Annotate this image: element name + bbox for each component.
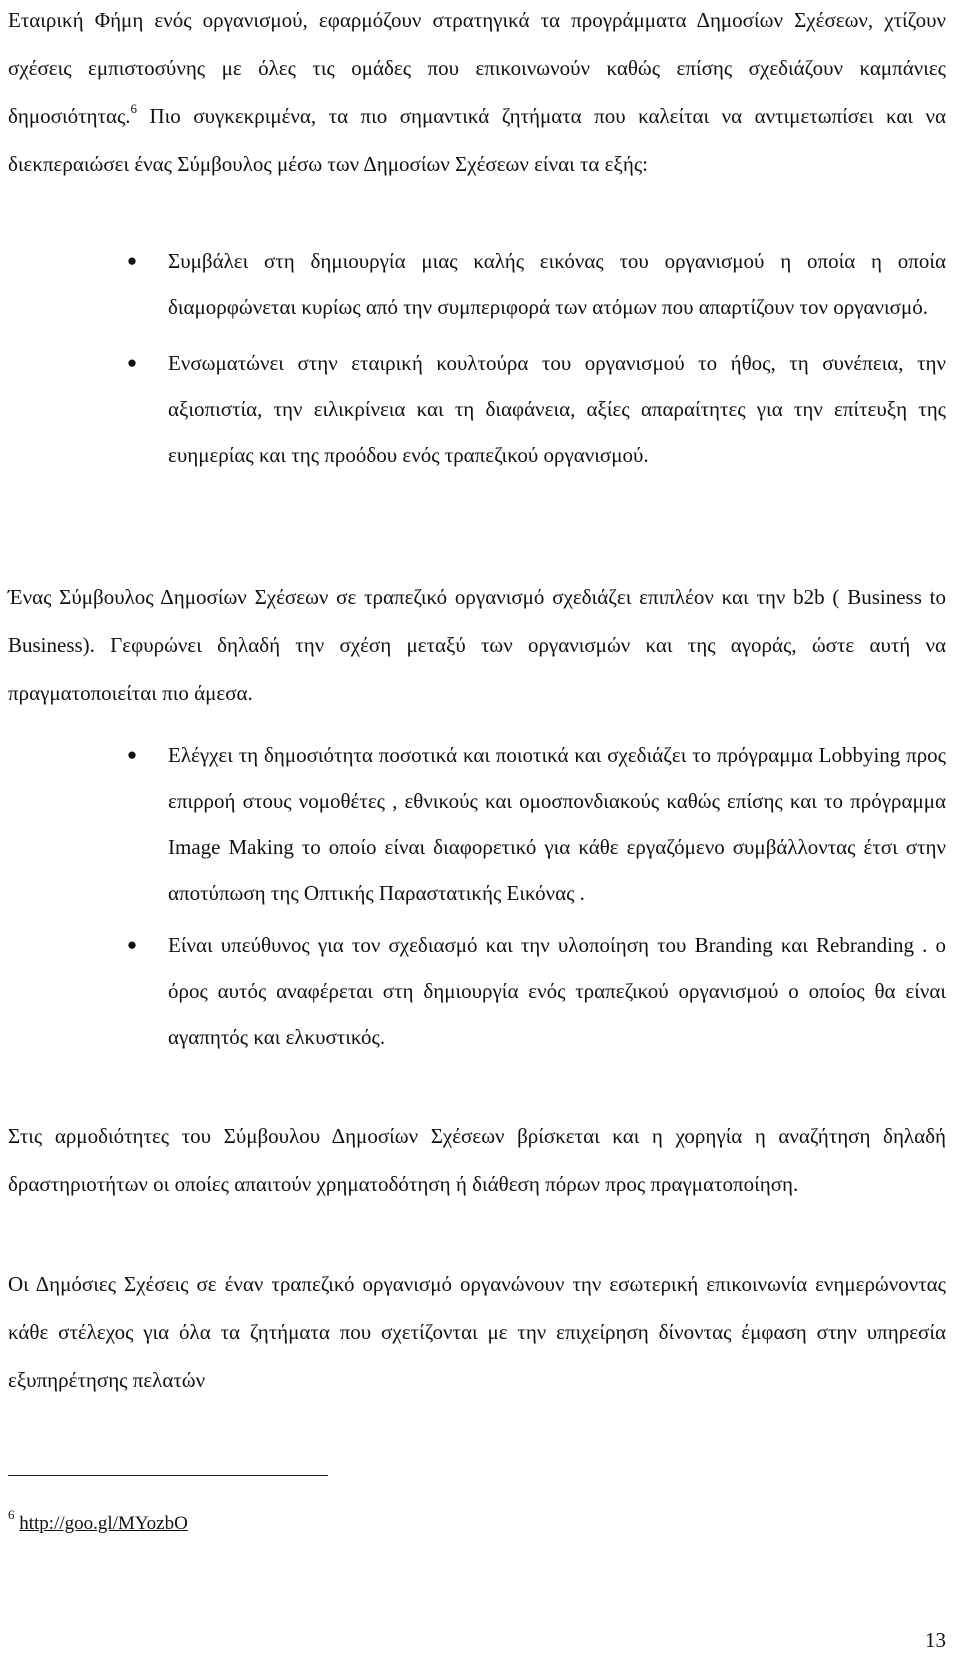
bullet-dot-icon: ● [126, 353, 138, 372]
footnote-reference: 6 [130, 101, 138, 116]
bullet-dot-icon: ● [126, 745, 138, 764]
list-item-text: Είναι υπεύθυνος για τον σχεδιασμό και την υλοποίηση του Branding και Rebranding . ο όρος αυτός αναφέρεται στη δημιουργία ενός τραπεζικού οργανισμού ο οποίος θα είναι αγαπητός και ελκυστικός. [168, 933, 946, 1049]
paragraph-internal-communication: Οι Δημόσιες Σχέσεις σε έναν τραπεζικό οργανισμό οργανώνουν την εσωτερική επικοινωνία ενημερώνοντας κάθε στέλεχος για όλα τα ζητήματα που σχετίζονται με την επιχείρηση δίνοντας έμφαση στην υπηρεσία εξυπηρέτησης πελατών [8, 1272, 946, 1392]
bullet-list-2 [0, 732, 946, 1060]
footnote-link[interactable]: http://goo.gl/MYozbO [19, 1513, 188, 1534]
footnote-number: 6 [8, 1507, 15, 1522]
footnote [8, 1507, 188, 1537]
list-item-text: Συμβάλει στη δημιουργία μιας καλής εικόνας του οργανισμού η οποία η οποία διαμορφώνεται κυρίως από την συμπεριφορά των ατόμων που απαρτίζουν τον οργανισμό. [168, 249, 946, 319]
paragraph-sponsorship: Στις αρμοδιότητες του Σύμβουλου Δημοσίων Σχέσεων βρίσκεται και η χορηγία η αναζήτηση δηλαδή δραστηριοτήτων οι οποίες απαιτούν χρηματοδότηση ή διάθεση πόρων προς πραγματοποίηση. [8, 1124, 946, 1196]
list-item-text: Ενσωματώνει στην εταιρική κουλτούρα του οργανισμού το ήθος, τη συνέπεια, την αξιοπιστία, την ειλικρίνεια και τη διαφάνεια, αξίες απαραίτητες για την επίτευξη της ευημερίας και της προόδου ενός τραπεζικού οργανισμού. [168, 351, 946, 467]
paragraph-intro [8, 0, 946, 188]
bullet-dot-icon: ● [126, 935, 138, 954]
paragraph-b2b: Ένας Σύμβουλος Δημοσίων Σχέσεων σε τραπεζικό οργανισμό σχεδιάζει επιπλέον και την b2b ( Business to Business). Γεφυρώνει δηλαδή την σχέση μεταξύ των οργανισμών και της αγοράς, ώστε αυτή να πραγματοποιείται πιο άμεσα. [8, 585, 946, 705]
page-number: 13 [925, 1628, 946, 1652]
bullet-dot-icon: ● [126, 251, 138, 270]
list-item [0, 922, 946, 1060]
footnote-separator [8, 1475, 328, 1476]
list-item [0, 238, 946, 330]
list-item [0, 732, 946, 916]
list-item-text: Ελέγχει τη δημοσιότητα ποσοτικά και ποιοτικά και σχεδιάζει το πρόγραμμα Lobbying προς επιρροή στους νομοθέτες , εθνικούς και ομοσπονδιακούς καθώς επίσης και το πρόγραμμα Image Making το οποίο είναι διαφορετικό για κάθε εργαζόμενο συμβάλλοντας έτσι στην αποτύπωση της Οπτικής Παραστατικής Εικόνας . [168, 743, 946, 905]
list-item [0, 340, 946, 478]
paragraph-intro-text-a: Εταιρική Φήμη ενός οργανισμού, εφαρμόζουν στρατηγικά τα προγράμματα Δημοσίων Σχέσεων, χτίζουν σχέσεις εμπιστοσύνης με όλες τις ομάδες που επικοινωνούν καθώς επίσης σχεδιάζουν καμπάνιες δημοσιότητας. [8, 8, 946, 128]
bullet-list-1 [0, 238, 946, 478]
paragraph-intro-text-b: Πιο συγκεκριμένα, τα πιο σημαντικά ζητήματα που καλείται να αντιμετωπίσει και να διεκπεραιώσει ένας Σύμβουλος μέσω των Δημοσίων Σχέσεων είναι τα εξής: [8, 104, 946, 176]
